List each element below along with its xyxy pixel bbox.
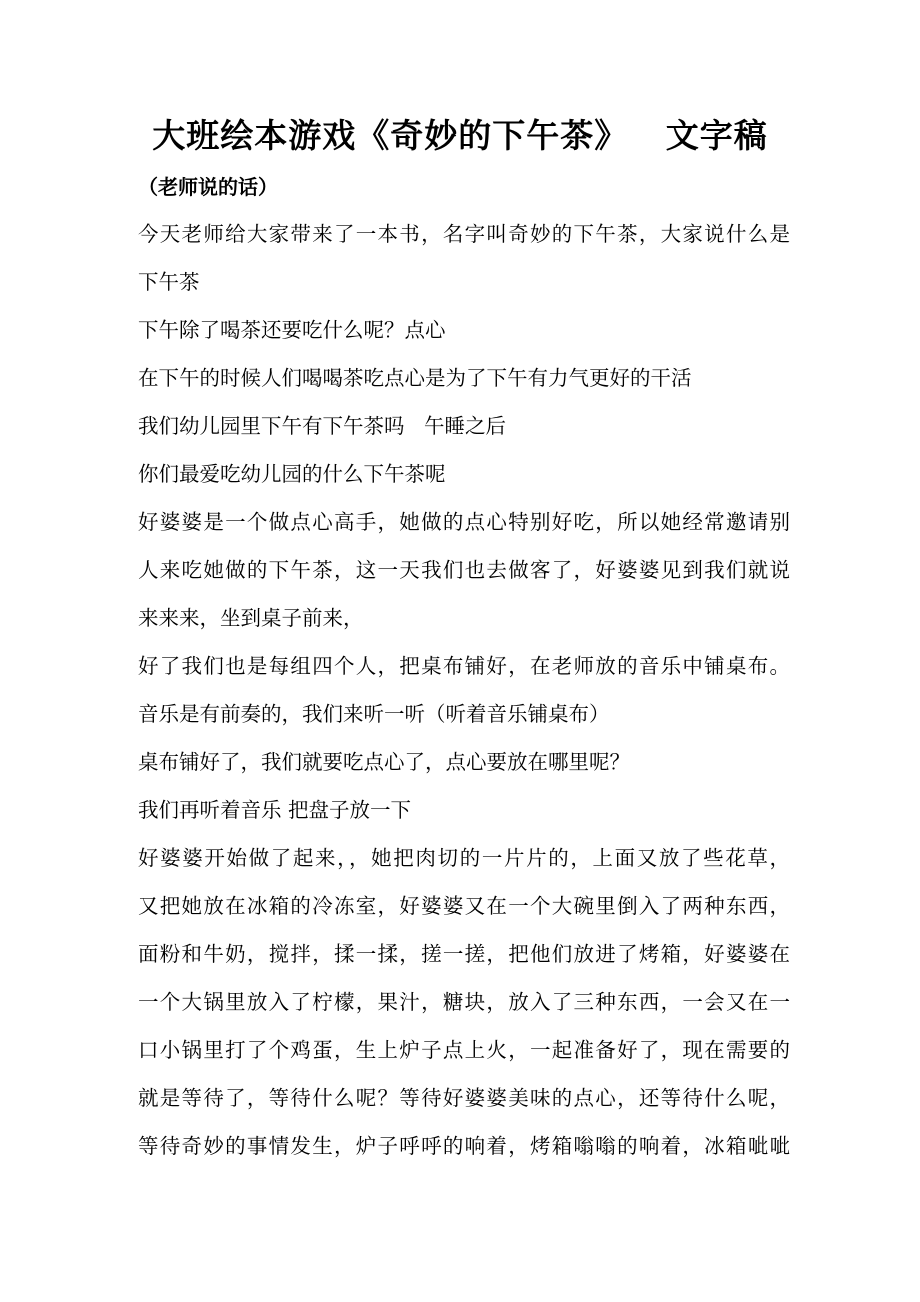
- paragraph-line: 好婆婆开始做了起来，，她把肉切的一片片的，上面又放了些花草，: [138, 846, 790, 870]
- document-subtitle: （老师说的话）: [138, 175, 278, 199]
- paragraph-line: 下午茶: [138, 270, 200, 294]
- paragraph-line: 今天老师给大家带来了一本书，名字叫奇妙的下午茶，大家说什么是: [138, 222, 790, 246]
- paragraph-line: 一个大锅里放入了柠檬，果汁，糖块，放入了三种东西，一会又在一: [138, 990, 790, 1014]
- paragraph-line: 又把她放在冰箱的冷冻室，好婆婆又在一个大碗里倒入了两种东西，: [138, 894, 790, 918]
- paragraph-line: 等待奇妙的事情发生，炉子呼呼的响着，烤箱嗡嗡的响着，冰箱呲呲: [138, 1134, 790, 1158]
- paragraph-line: 就是等待了，等待什么呢？等待好婆婆美味的点心，还等待什么呢，: [138, 1086, 790, 1110]
- paragraph-line: 面粉和牛奶，搅拌，揉一揉，搓一搓，把他们放进了烤箱，好婆婆在: [138, 942, 790, 966]
- paragraph-line: 我们幼儿园里下午有下午茶吗 午睡之后: [138, 414, 507, 438]
- paragraph-line: 来来来，坐到桌子前来，: [138, 606, 364, 630]
- paragraph-line: 音乐是有前奏的，我们来听一听（听着音乐铺桌布）: [138, 702, 610, 726]
- paragraph-line: 人来吃她做的下午茶，这一天我们也去做客了，好婆婆见到我们就说: [138, 558, 790, 582]
- paragraph-line: 好了我们也是每组四个人，把桌布铺好，在老师放的音乐中铺桌布。: [138, 654, 790, 678]
- paragraph-line: 在下午的时候人们喝喝茶吃点心是为了下午有力气更好的干活: [138, 366, 692, 390]
- paragraph-line: 下午除了喝茶还要吃什么呢？点心: [138, 318, 446, 342]
- paragraph-line: 我们再听着音乐 把盘子放一下: [138, 798, 412, 822]
- paragraph-line: 口小锅里打了个鸡蛋，生上炉子点上火，一起准备好了，现在需要的: [138, 1038, 790, 1062]
- paragraph-line: 好婆婆是一个做点心高手，她做的点心特别好吃，所以她经常邀请别: [138, 510, 790, 534]
- document-title: 大班绘本游戏《奇妙的下午茶》 文字稿: [152, 116, 768, 155]
- paragraph-line: 桌布铺好了，我们就要吃点心了，点心要放在哪里呢？: [138, 750, 630, 774]
- paragraph-line: 你们最爱吃幼儿园的什么下午茶呢: [138, 462, 446, 486]
- document-body: [138, 210, 790, 1170]
